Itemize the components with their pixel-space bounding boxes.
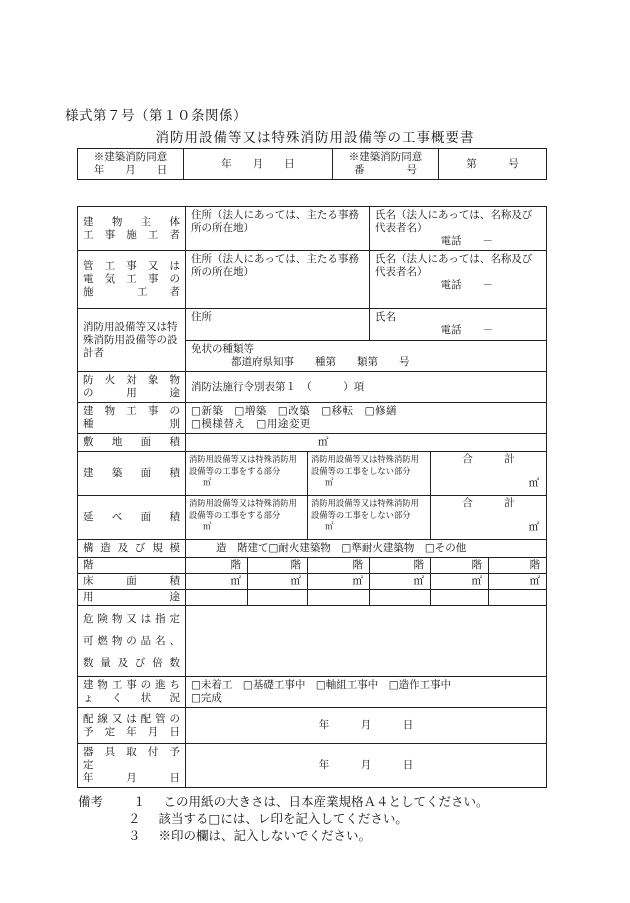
floor-area-part-a[interactable] [186,496,308,540]
owner-name[interactable] [370,207,547,251]
note-3 [128,826,371,844]
designer-name[interactable] [370,309,547,341]
note-1 [78,792,489,810]
progress-label: 建物工事の進ち ょ く 状 況 [78,677,186,708]
building-area-part-b-unit: ㎡ [325,477,334,487]
floor-area-total[interactable] [431,496,547,540]
owner-name-caption: 氏名（法人にあっては、名称及び代表者名） [375,209,533,234]
work-type-label: 建 物 工 事 の 種 別 [78,403,186,434]
building-area-part-a-unit: ㎡ [203,477,212,487]
floor-area-part-a-caption: 消防用設備等又は特殊消防用設備等の工事をする部分 [189,498,297,520]
owner-label: 建 物 主 体 工 事 施 工 者 [78,207,186,251]
pipe-phone: 電話 － [440,279,494,291]
progress-line1: □未着工 □基礎工事中 □軸組工事中 □造作工事中 [191,679,452,691]
use-value[interactable]: 消防法施行令別表第１ （ ）項 [186,372,547,403]
hazmat-line1: 危険物又は指定 [83,613,180,625]
floor-area-cell-6[interactable]: ㎡ [489,574,547,590]
fixture-date-value[interactable]: 年 月 日 [186,744,547,788]
designer-address[interactable]: 住所 [186,309,370,341]
site-area-label: 敷地面積 [78,434,186,452]
note-2-text: 該当する□には、レ印を記入してください。 [158,811,408,826]
designer-license-detail: 都道府県知事 種第 類第 号 [231,356,410,368]
building-area-total[interactable] [431,452,547,496]
form-number: 様式第７号（第１０条関係） [65,108,247,124]
work-type-line1: □新築 □増築 □改築 □移転 □修繕 [191,405,398,417]
floor-area-total-unit: ㎡ [528,520,540,533]
building-area-total-caption: 合 計 [462,453,515,465]
floor-area-cell-4[interactable]: ㎡ [370,574,431,590]
floor-area-part-a-unit: ㎡ [203,521,212,531]
structure-label: 構造及び規模 [78,540,186,558]
note-1-text: この用紙の大きさは、日本産業規格Ａ４としてください。 [163,794,489,809]
designer-label: 消防用設備等又は特殊消防用設備等の設計者 [78,309,186,372]
floor-area-part-b[interactable] [308,496,431,540]
floors-label: 階 [78,558,186,574]
hazmat-line2: 可燃物の品名、 [83,635,180,647]
use-label: 防 火 対 象 物 の 用 途 [78,372,186,403]
hazmat-label [78,606,186,677]
work-type-line2: □模様替え □用途変更 [191,418,311,430]
hazmat-line3: 数量及び倍数 [83,657,180,669]
consent-date-label: ※建築消防同意 年 月 日 [78,149,184,180]
notes-heading: 備考 [78,794,104,809]
floor-area-cell-5[interactable]: ㎡ [431,574,489,590]
consent-number-field[interactable]: 第 号 [439,149,547,180]
pipe-address[interactable]: 住所（法人にあっては、主たる事務所の所在地） [186,251,370,309]
note-3-text: ※印の欄は、記入しないでください。 [158,828,372,843]
note-1-number: １ [133,794,146,809]
summary-table [77,206,547,788]
floor-area-total-caption: 合 計 [462,497,515,509]
floor-area-cell-3[interactable]: ㎡ [308,574,370,590]
floor-area-row-label: 床面積 [78,574,186,590]
floor-cell-3[interactable]: 階 [308,558,370,574]
site-area-value[interactable]: ㎡ [186,434,547,452]
consent-table [77,148,547,180]
floor-cell-4[interactable]: 階 [370,558,431,574]
floor-cell-1[interactable]: 階 [186,558,248,574]
consent-date-field[interactable]: 年 月 日 [184,149,333,180]
consent-number-label: ※建築消防同意 番 号 [333,149,439,180]
floor-cell-6[interactable]: 階 [489,558,547,574]
building-area-part-a-caption: 消防用設備等又は特殊消防用設備等の工事をする部分 [189,454,297,476]
floor-cell-5[interactable]: 階 [431,558,489,574]
owner-phone: 電話 － [440,235,494,247]
note-2-number: ２ [128,811,141,826]
wiring-date-label: 配線又は配管の 予 定 年 月 日 [78,708,186,744]
note-2 [128,809,408,827]
building-area-part-b-caption: 消防用設備等又は特殊消防用設備等の工事をしない部分 [311,454,419,476]
building-area-part-b[interactable] [308,452,431,496]
pipe-name-caption: 氏名（法人にあっては、名称及び代表者名） [375,253,533,278]
progress-line2: □完成 [191,692,222,704]
building-area-total-unit: ㎡ [528,476,540,489]
hazmat-value[interactable] [186,606,547,677]
designer-name-caption: 氏名 [375,311,397,323]
designer-phone: 電話 － [440,324,494,336]
floor-area-cell-2[interactable]: ㎡ [248,574,308,590]
pipe-name[interactable] [370,251,547,309]
work-type-options[interactable] [186,403,547,434]
floor-use-cell-2[interactable] [248,590,308,606]
progress-options[interactable] [186,677,547,708]
document-title: 消防用設備等又は特殊消防用設備等の工事概要書 [155,130,475,146]
pipe-label: 管 工 事 又 は 電 気 工 事 の 施 工 者 [78,251,186,309]
floor-use-cell-4[interactable] [370,590,431,606]
building-area-label: 建築面積 [78,452,186,496]
designer-license-title: 免状の種類等 [191,343,254,355]
floor-use-cell-5[interactable] [431,590,489,606]
floor-cell-2[interactable]: 階 [248,558,308,574]
floor-area-cell-1[interactable]: ㎡ [186,574,248,590]
owner-address[interactable]: 住所（法人にあっては、主たる事務所の所在地） [186,207,370,251]
floor-area-part-b-caption: 消防用設備等又は特殊消防用設備等の工事をしない部分 [311,498,419,520]
building-area-part-a[interactable] [186,452,308,496]
floor-use-cell-6[interactable] [489,590,547,606]
floor-use-label: 用途 [78,590,186,606]
floor-area-part-b-unit: ㎡ [325,521,334,531]
designer-license[interactable] [186,341,547,372]
floor-area-label: 延べ面積 [78,496,186,540]
floor-use-cell-1[interactable] [186,590,248,606]
fixture-date-label: 器 具 取 付 予 定 年 月 日 [78,744,186,788]
structure-value[interactable]: 造 階建て□耐火建築物 □準耐火建築物 □その他 [186,540,547,558]
note-3-number: ３ [128,828,141,843]
floor-use-cell-3[interactable] [308,590,370,606]
wiring-date-value[interactable]: 年 月 日 [186,708,547,744]
